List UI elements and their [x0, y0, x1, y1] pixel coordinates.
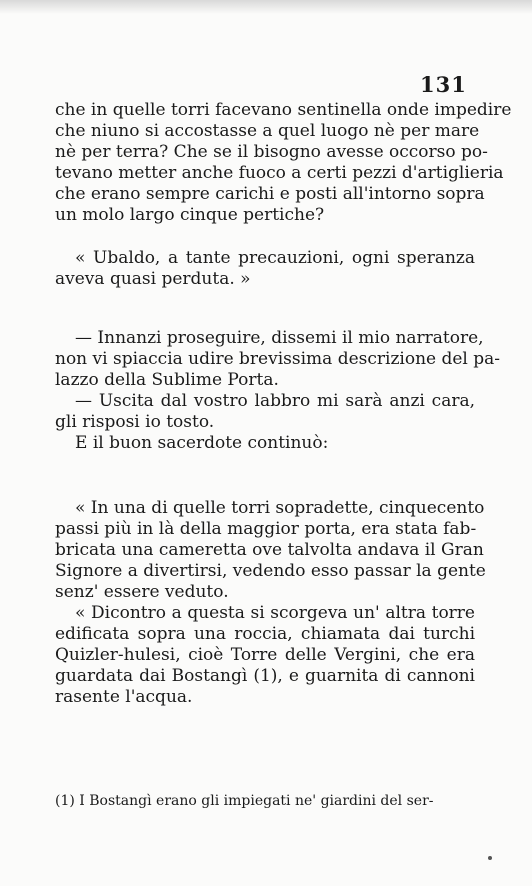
text-line: « Ubaldo, a tante precauzioni, ogni speranza	[75, 248, 475, 268]
text-line: — Uscita dal vostro labbro mi sarà anzi cara,	[75, 391, 475, 411]
paragraph-1	[55, 100, 512, 226]
text-line: senz' essere veduto.	[55, 582, 229, 602]
page-number: 131	[420, 72, 467, 97]
text-line: E il buon sacerdote continuò:	[75, 433, 329, 453]
text-line: non vi spiaccia udire brevissima descrizione del pa-	[55, 349, 501, 369]
text-line: edificata sopra una roccia, chiamata dai turchi	[55, 624, 475, 644]
text-line: Quizler-hulesi, cioè Torre delle Vergini, che era	[55, 645, 475, 665]
text-line: che niuno si accostasse a quel luogo nè per mare	[55, 121, 480, 141]
text-line: rasente l'acqua.	[55, 687, 193, 707]
text-line: aveva quasi perduta. »	[55, 269, 251, 289]
text-line: un molo largo cinque pertiche?	[55, 205, 325, 225]
text-line: tevano metter anche fuoco a certi pezzi d'artiglieria	[55, 163, 504, 183]
text-line: che in quelle torri facevano sentinella onde impedire	[55, 100, 512, 120]
text-line: lazzo della Sublime Porta.	[55, 370, 279, 390]
paragraph-3	[55, 328, 501, 454]
text-line: passi più in là della maggior porta, era stata fab-	[55, 519, 477, 539]
paragraph-4	[55, 498, 486, 708]
text-line: gli risposi io tosto.	[55, 412, 215, 432]
footnote: (1) I Bostangì erano gli impiegati ne' giardini del ser-	[55, 793, 434, 809]
text-line: che erano sempre carichi e posti all'intorno sopra	[55, 184, 485, 204]
text-line: nè per terra? Che se il bisogno avesse occorso po-	[55, 142, 488, 162]
text-line: Signore a divertirsi, vedendo esso passar la gente	[55, 561, 486, 581]
page-top-edge	[0, 0, 532, 14]
text-line: « Dicontro a questa si scorgeva un' altra torre	[75, 603, 475, 623]
text-line: — Innanzi proseguire, dissemi il mio narratore,	[75, 328, 484, 348]
text-line: bricata una cameretta ove talvolta andava il Gran	[55, 540, 484, 560]
paper-speck	[488, 856, 492, 860]
text-line: guardata dai Bostangì (1), e guarnita di cannoni	[55, 666, 475, 686]
paragraph-2	[55, 248, 475, 290]
text-line: « In una di quelle torri sopradette, cinquecento	[75, 498, 485, 518]
